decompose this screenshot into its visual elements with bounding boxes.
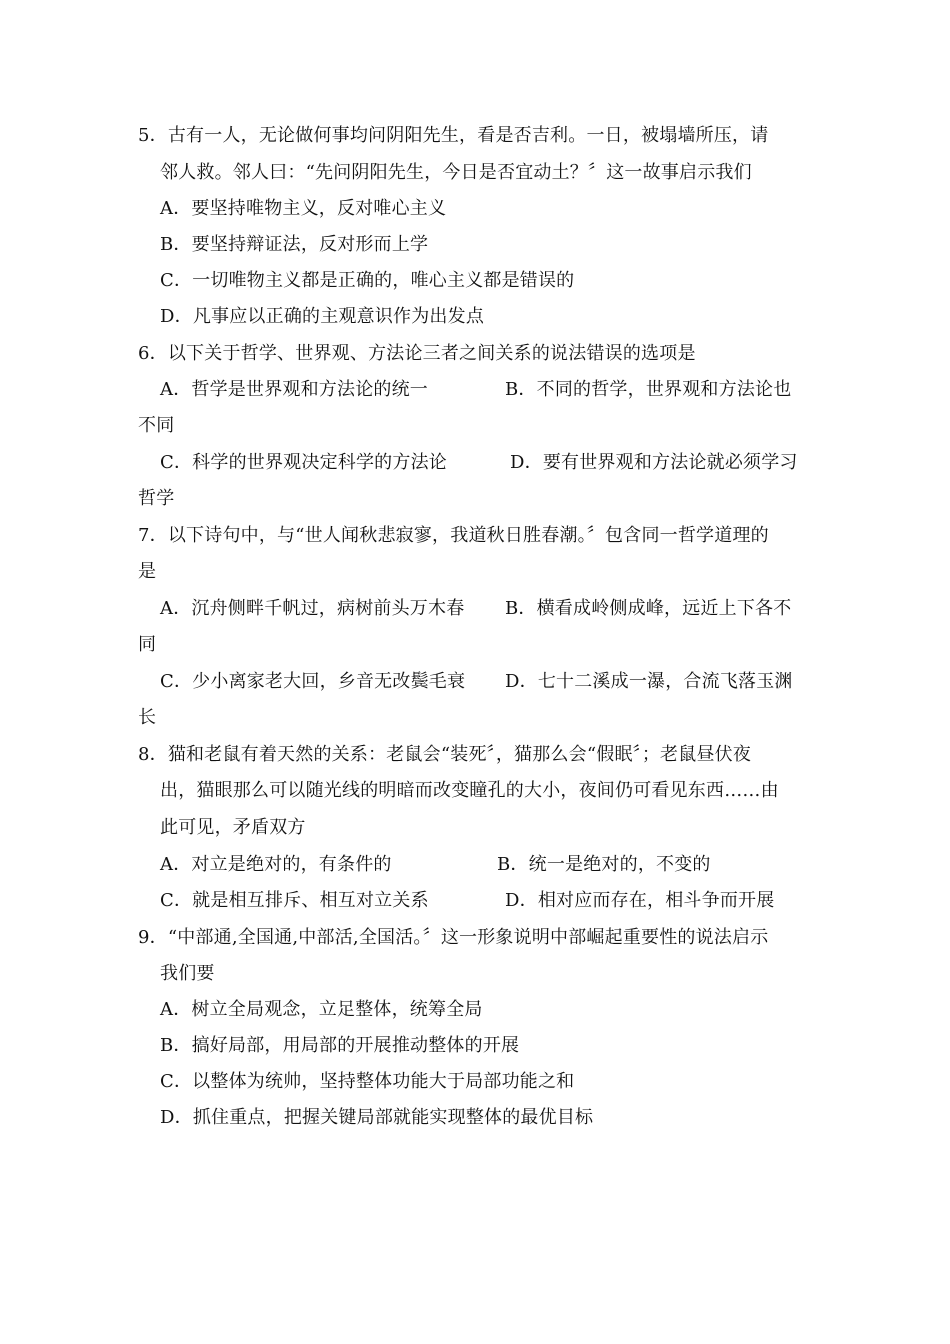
q7-option-d-wrap: 长 (138, 707, 157, 728)
q6-option-b-wrap: 不同 (138, 415, 175, 436)
q7-stem-line-1: 7．以下诗句中，与“世人闻秋悲寂寥，我道秋日胜春潮。〞包含同一哲学道理的 (138, 525, 769, 546)
q8-option-b: B．统一是绝对的，不变的 (497, 854, 711, 875)
q6-option-b: B．不同的哲学，世界观和方法论也 (505, 379, 792, 400)
q5-stem-line-2: 邻人救。邻人曰：“先问阴阳先生，今日是否宜动土？〞这一故事启示我们 (160, 162, 752, 183)
q8-option-c: C．就是相互排斥、相互对立关系 (160, 890, 429, 911)
q6-option-d-wrap: 哲学 (138, 488, 175, 509)
q9-stem-line-1: 9．“中部通,全国通,中部活,全国活。〞这一形象说明中部崛起重要性的说法启示 (138, 927, 769, 948)
q5-option-b: B．要坚持辩证法，反对形而上学 (160, 234, 429, 255)
q9-option-b: B．搞好局部，用局部的开展推动整体的开展 (160, 1035, 520, 1056)
q5-option-a: A．要坚持唯物主义，反对唯心主义 (160, 198, 447, 219)
q7-option-b-wrap: 同 (138, 634, 157, 655)
q9-option-d: D．抓住重点，把握关键局部就能实现整体的最优目标 (160, 1107, 594, 1128)
q6-stem-line-1: 6．以下关于哲学、世界观、方法论三者之间关系的说法错误的选项是 (138, 343, 696, 364)
q5-option-c: C．一切唯物主义都是正确的，唯心主义都是错误的 (160, 270, 575, 291)
q7-stem-line-2: 是 (138, 561, 157, 582)
q9-option-a: A．树立全局观念，立足整体，统筹全局 (160, 999, 483, 1020)
q9-option-c: C．以整体为统帅，坚持整体功能大于局部功能之和 (160, 1071, 575, 1092)
q7-option-b: B．横看成岭侧成峰，远近上下各不 (505, 598, 792, 619)
q8-option-d: D．相对应而存在，相斗争而开展 (505, 890, 775, 911)
q7-option-c: C．少小离家老大回，乡音无改鬓毛衰 (160, 671, 466, 692)
q8-stem-line-1: 8．猫和老鼠有着天然的关系：老鼠会“装死〞，猫那么会“假眠〞；老鼠昼伏夜 (138, 744, 752, 765)
q5-option-d: D．凡事应以正确的主观意识作为出发点 (160, 306, 485, 327)
q6-option-a: A．哲学是世界观和方法论的统一 (160, 379, 428, 400)
q7-option-d: D．七十二溪成一瀑，合流飞落玉渊 (505, 671, 793, 692)
q6-option-d: D．要有世界观和方法论就必须学习 (510, 452, 798, 473)
q7-option-a: A．沉舟侧畔千帆过，病树前头万木春 (160, 598, 465, 619)
q8-stem-line-2: 出，猫眼那么可以随光线的明暗而改变瞳孔的大小，夜间仍可看见东西……由 (160, 780, 779, 801)
q5-stem-line-1: 5．古有一人，无论做何事均问阴阳先生，看是否吉利。一日，被塌墙所压，请 (138, 125, 769, 146)
q8-option-a: A．对立是绝对的，有条件的 (160, 854, 392, 875)
q9-stem-line-2: 我们要 (160, 963, 215, 984)
q6-option-c: C．科学的世界观决定科学的方法论 (160, 452, 447, 473)
q8-stem-line-3: 此可见，矛盾双方 (160, 817, 306, 838)
